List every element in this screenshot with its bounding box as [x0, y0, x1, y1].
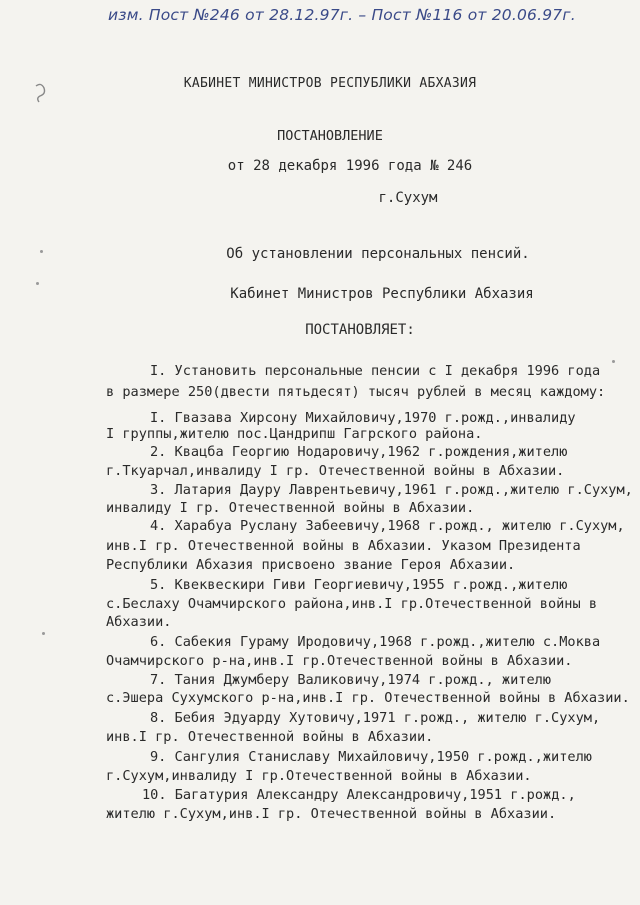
text-line: инвалиду I гр. Отечественной войны в Абхазии.: [106, 500, 475, 516]
text-line: в размере 250(двести пятьдесят) тысяч рублей в месяц каждому:: [106, 384, 606, 400]
date-number: от 28 декабря 1996 года № 246: [227, 158, 473, 174]
scan-speck: [40, 250, 43, 253]
resolves-heading: ПОСТАНОВЛЯЕТ:: [305, 322, 415, 338]
text-line: 7. Тания Джумберу Валиковичу,1974 г.рожд., жителю: [150, 672, 552, 688]
issuing-body: Кабинет Министров Республики Абхазия: [230, 286, 534, 302]
text-line: инв.I гр. Отечественной войны в Абхазии. Указом Президента: [106, 538, 581, 554]
text-line: с.Беслаху Очамчирского района,инв.I гр.Отечественной войны в: [106, 596, 598, 612]
text-line: Республики Абхазия присвоено звание Героя Абхазии.: [106, 557, 516, 573]
text-line: 8. Бебия Эдуарду Хутовичу,1971 г.рожд., жителю г.Сухум,: [150, 710, 601, 726]
text-line: Очамчирского р-на,инв.I гр.Отечественной войны в Абхазии.: [106, 653, 573, 669]
text-line: Абхазии.: [106, 614, 172, 630]
text-line: 2. Квацба Георгию Нодаровичу,1962 г.рождения,жителю: [150, 444, 568, 460]
document-type: ПОСТАНОВЛЕНИЕ: [277, 128, 383, 144]
subject-line: Об установлении персональных пенсий.: [226, 246, 530, 262]
scan-speck: [42, 632, 45, 635]
text-line: I группы,жителю пос.Цандрипш Гагрского района.: [106, 426, 483, 442]
text-line: г.Сухум,инвалиду I гр.Отечественной войны в Абхазии.: [106, 768, 532, 784]
text-line: инв.I гр. Отечественной войны в Абхазии.: [106, 729, 434, 745]
text-line: г.Ткуарчал,инвалиду I гр. Отечественной войны в Абхазии.: [106, 463, 565, 479]
scan-speck: [36, 282, 39, 285]
text-line: 3. Латария Дауру Лаврентьевичу,1961 г.рожд.,жителю г.Сухум,: [150, 482, 633, 498]
scan-speck: [612, 360, 615, 363]
text-line: с.Эшера Сухумского р-на,инв.I гр. Отечественной войны в Абхазии.: [106, 690, 630, 706]
text-line: 5. Квеквескири Гиви Георгиевичу,1955 г.рожд.,жителю: [150, 577, 568, 593]
text-line: I. Установить персональные пенсии с I декабря 1996 года: [150, 363, 601, 379]
text-line: 9. Сангулия Станиславу Михайловичу,1950 г.рожд.,жителю: [150, 749, 592, 765]
city: г.Сухум: [378, 190, 438, 206]
text-line: жителю г.Сухум,инв.I гр. Отечественной войны в Абхазии.: [106, 806, 557, 822]
text-line: 6. Сабекия Гураму Иродовичу,1968 г.рожд.,жителю с.Моква: [150, 634, 601, 650]
handwritten-amendment-note: изм. Пост №246 от 28.12.97г. – Пост №116 от 20.06.97г.: [108, 6, 576, 24]
text-line: 4. Харабуа Руслану Забеевичу,1968 г.рожд., жителю г.Сухум,: [150, 518, 625, 534]
government-title: КАБИНЕТ МИНИСТРОВ РЕСПУБЛИКИ АБХАЗИЯ: [183, 76, 477, 91]
text-line: 10. Багатурия Александру Александровичу,1951 г.рожд.,: [142, 787, 576, 803]
text-line: I. Гвазава Хирсону Михайловичу,1970 г.рожд.,инвалиду: [150, 410, 576, 426]
